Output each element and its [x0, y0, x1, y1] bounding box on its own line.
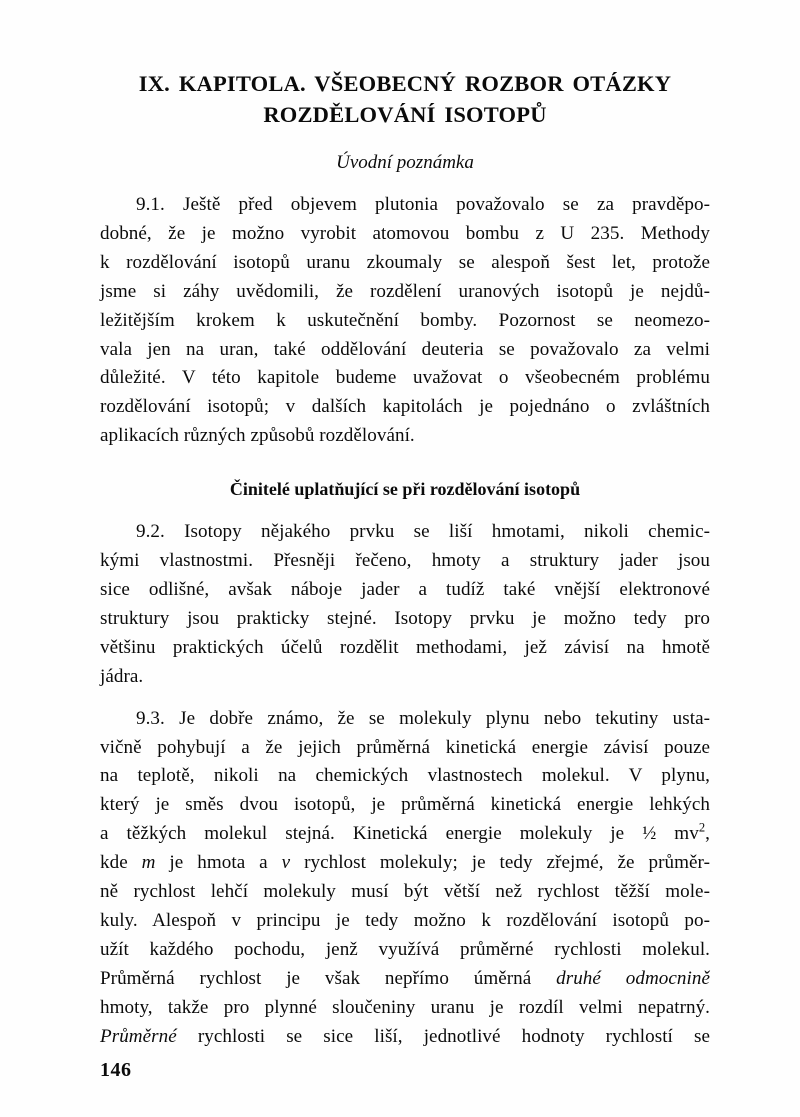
section-heading: Činitelé uplatňující se při rozdělování isotopů — [229, 479, 581, 500]
text-line: rozdělování isotopů; v dalších kapitolách je pojednáno o zvláštních — [100, 396, 710, 418]
text-line: užít každého pochodu, jenž využívá průměrné rychlosti molekul. — [100, 938, 710, 960]
text-line: 9.3. Je dobře známo, že se molekuly plynu nebo tekutiny usta- — [136, 707, 710, 729]
text-line: vala jen na uran, také oddělování deuteria se považovalo za velmi — [100, 338, 710, 360]
text-line: aplikacích různých způsobů rozdělování. — [100, 425, 415, 447]
page-number: 146 — [100, 1059, 132, 1081]
intro-heading: Úvodní poznámka — [336, 152, 474, 173]
paragraph-9-1 — [100, 175, 710, 451]
text-line: ležitějším krokem k uskutečnění bomby. Pozornost se neomezo- — [100, 309, 710, 331]
text-line: vičně pohybují a že jejich průměrná kinetická energie závisí pouze — [100, 736, 710, 758]
paragraph-9-2 — [100, 505, 710, 691]
chapter-title-line-2: ROZDĚLOVÁNÍ ISOTOPŮ — [263, 102, 547, 127]
text-line: dobné, že je možno vyrobit atomovou bombu z U 235. Methody — [100, 222, 710, 244]
text-line: struktury jsou prakticky stejné. Isotopy prvku je možno tedy pro — [100, 607, 710, 629]
page-content — [100, 0, 710, 1051]
text-line: hmoty, takže pro plynné sloučeniny uranu je rozdíl velmi nepatrný. — [100, 996, 710, 1018]
text-line: důležité. V této kapitole budeme uvažovat o všeobecném problému — [100, 367, 710, 389]
text-line: kými vlastnostmi. Přesněji řečeno, hmoty a struktury jader jsou — [100, 550, 710, 572]
chapter-title — [100, 0, 710, 130]
text-line: kde m je hmota a v rychlost molekuly; je tedy zřejmé, že průměr- — [100, 852, 710, 874]
text-line: ně rychlost lehčí molekuly musí být větší než rychlost těžší mole- — [100, 881, 710, 903]
text-line: 9.2. Isotopy nějakého prvku se liší hmotami, nikoli chemic- — [136, 521, 710, 543]
paragraph-9-3 — [100, 692, 710, 1052]
text-line: sice odlišné, avšak náboje jader a tudíž také vnější elektronové — [100, 578, 710, 600]
text-line: většinu praktických účelů rozdělit methodami, jež závisí na hmotě — [100, 636, 710, 658]
text-line: jádra. — [100, 665, 144, 687]
text-line-with-formula: a těžkých molekul stejná. Kinetická energie molekuly je ½ $mv^2$, — [100, 820, 710, 845]
text-line: na teplotě, nikoli na chemických vlastnostech molekul. V plynu, — [100, 765, 710, 787]
text-line: k rozdělování isotopů uranu zkoumaly se alespoň šest let, protože — [100, 251, 710, 273]
text-line: kuly. Alespoň v principu je tedy možno k rozdělování isotopů po- — [100, 909, 710, 931]
text-line: jsme si záhy uvědomili, že rozdělení uranových isotopů je nejdů- — [100, 280, 710, 302]
chapter-title-line-1: IX. KAPITOLA. VŠEOBECNÝ ROZBOR OTÁZKY — [138, 71, 672, 96]
text-line: 9.1. Ještě před objevem plutonia považovalo se za pravděpo- — [136, 194, 710, 215]
text-line: Průměrná rychlost je však nepřímo úměrná druhé odmocnině — [100, 967, 710, 989]
text-line: který je směs dvou isotopů, je průměrná kinetická energie lehkých — [100, 794, 710, 816]
text-line: Průměrné rychlosti se sice liší, jednotlivé hodnoty rychlostí se — [100, 1025, 710, 1047]
